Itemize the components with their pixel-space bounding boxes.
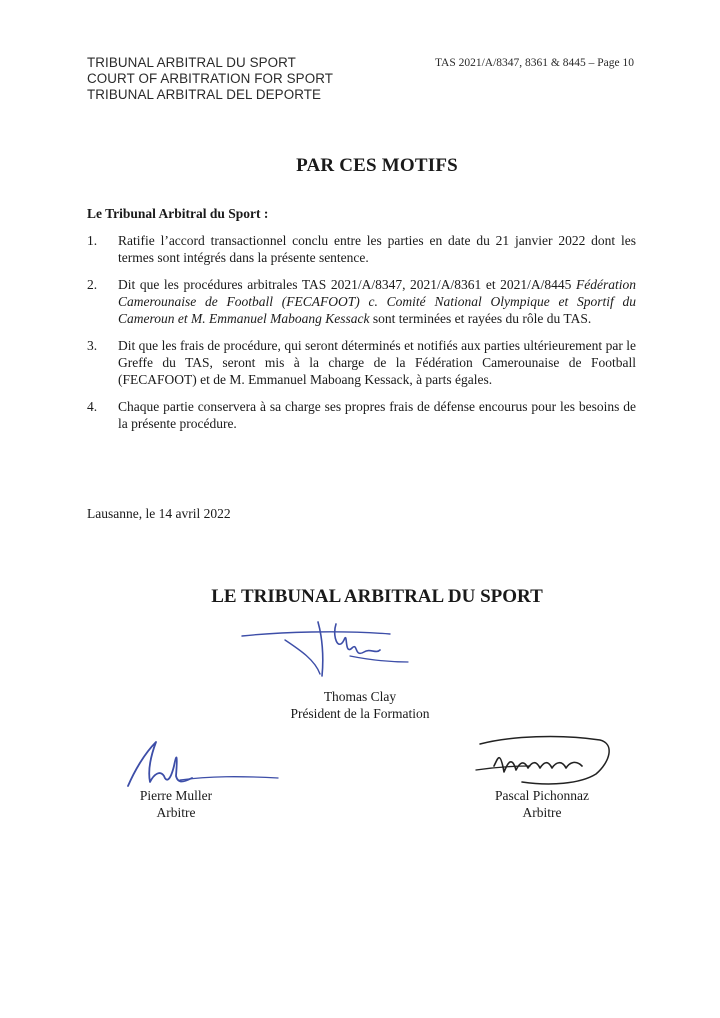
- left-arbitrator-signatory: [96, 787, 256, 821]
- text-segment: Dit que les frais de procédure, qui seront déterminés et notifiés aux parties ultérieurement par le Greffe du TAS, seront mis à la charge de la Fédération Camerounaise de Football (FECAFOOT) et de M. Emmanuel Maboang Kessack, à parts égales.: [118, 338, 636, 387]
- ruling-item: [87, 337, 636, 388]
- ruling-item: [87, 232, 636, 266]
- ruling-item: [87, 276, 636, 327]
- president-signatory: [240, 688, 480, 722]
- ruling-item-number: 2.: [87, 277, 98, 292]
- left-arbitrator-name: Pierre Muller: [139, 788, 213, 803]
- right-arbitrator-signature: [470, 732, 620, 788]
- text-segment: Chaque partie conservera à sa charge ses propres frais de défense encourus pour les besoins de la présente procédure.: [118, 399, 636, 431]
- intro-line: Le Tribunal Arbitral du Sport :: [87, 206, 269, 221]
- section-heading: PAR CES MOTIFS: [296, 155, 458, 176]
- right-arbitrator-name: Pascal Pichonnaz: [494, 788, 590, 803]
- text-segment: sont terminées et rayées du rôle du TAS.: [369, 311, 592, 326]
- president-role: Président de la Formation: [290, 706, 430, 721]
- org-name-en: COURT OF ARBITRATION FOR SPORT: [87, 71, 334, 86]
- text-segment: Dit que les procédures arbitrales TAS 2021/A/8347, 2021/A/8361 et 2021/A/8445: [118, 277, 576, 292]
- left-arbitrator-role: Arbitre: [156, 805, 196, 820]
- ruling-item-text: [118, 398, 636, 432]
- ruling-item-number: 3.: [87, 338, 98, 353]
- ruling-list: [87, 232, 636, 442]
- ruling-item-number: 1.: [87, 233, 98, 248]
- ruling-item-text: [118, 337, 636, 388]
- case-title: Fédération Camerounaise de Football (FECAFOOT) c. Comité National Olympique et Sportif du Cameroun et M. Emmanuel Maboang Kessack: [118, 277, 636, 326]
- org-name-fr: TRIBUNAL ARBITRAL DU SPORT: [87, 55, 296, 70]
- ruling-item-number: 4.: [87, 399, 98, 414]
- signing-body-title: LE TRIBUNAL ARBITRAL DU SPORT: [211, 586, 543, 607]
- ruling-item: [87, 398, 636, 432]
- header-organization: [87, 55, 333, 103]
- right-arbitrator-role: Arbitre: [522, 805, 562, 820]
- president-signature: [240, 616, 440, 686]
- org-name-es: TRIBUNAL ARBITRAL DEL DEPORTE: [87, 87, 322, 102]
- right-arbitrator-signatory: [462, 787, 622, 821]
- president-name: Thomas Clay: [323, 689, 397, 704]
- page-reference: TAS 2021/A/8347, 8361 & 8445 – Page 10: [434, 57, 634, 69]
- ruling-item-text: [118, 232, 636, 266]
- left-arbitrator-signature: [120, 736, 290, 792]
- ruling-item-text: [118, 276, 636, 327]
- text-segment: Ratifie l’accord transactionnel conclu entre les parties en date du 21 janvier 2022 dont les termes sont intégrés dans la présente sentence.: [118, 233, 636, 265]
- place-date: Lausanne, le 14 avril 2022: [87, 506, 231, 521]
